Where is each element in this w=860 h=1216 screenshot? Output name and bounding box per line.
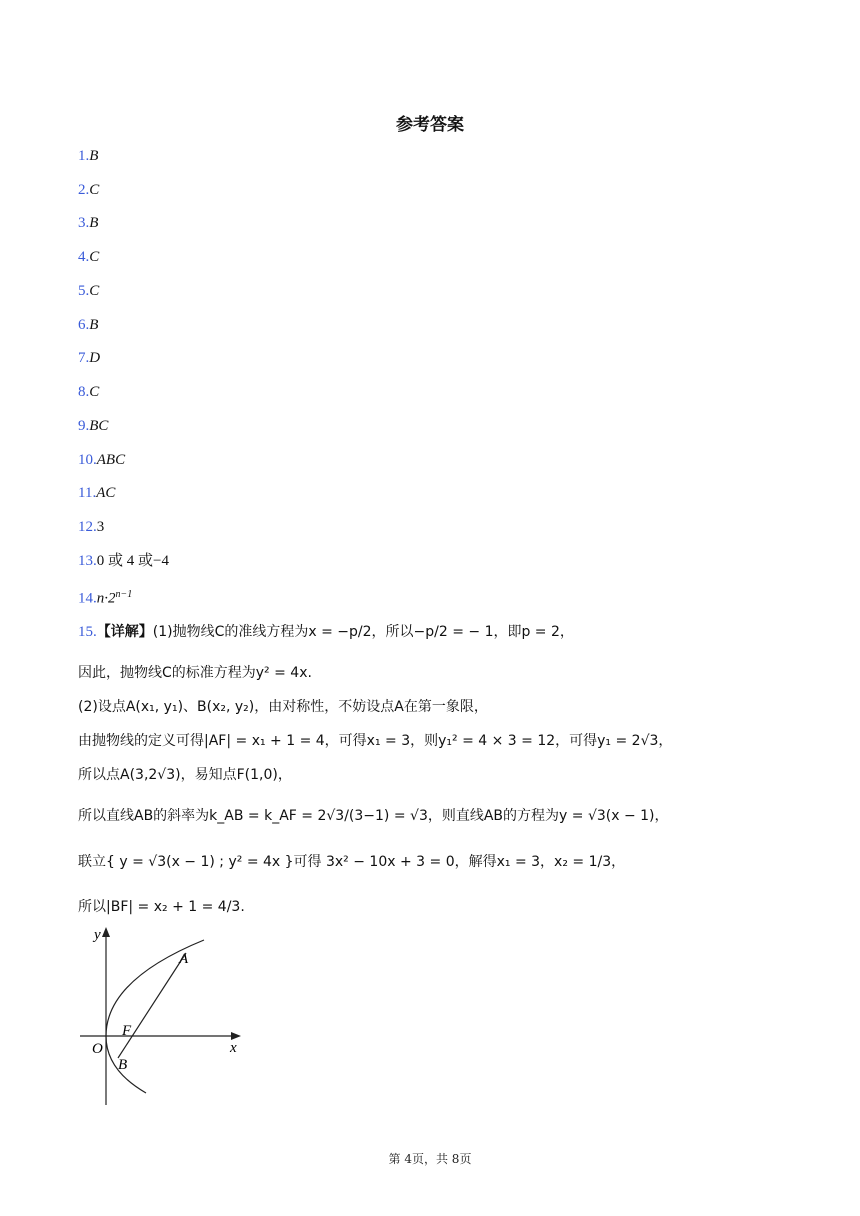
answer-item <box>78 450 125 470</box>
solution-line: 所以直线AB的斜率为k_AB = k_AF = 2√3/(3−1) = √3，则直线AB的方程为y = √3(x − 1)， <box>78 808 669 824</box>
answer-value: 0 或 4 或−4 <box>96 553 169 569</box>
answer-value: B <box>89 148 99 164</box>
solution-line: (2)设点A(x₁, y₁)、B(x₂, y₂)，由对称性，不妨设点A在第一象限， <box>78 699 488 715</box>
answer-number: 7. <box>78 350 90 366</box>
answer-item <box>78 517 104 537</box>
answer-value: B <box>89 317 99 333</box>
page-footer: 第 4页，共 8页 <box>388 1152 472 1166</box>
answer-item <box>78 483 115 503</box>
answer-number: 5. <box>78 283 90 299</box>
answer-number: 8. <box>78 384 90 400</box>
solution-tag: 【详解】 <box>96 624 153 640</box>
y-axis-arrow <box>102 927 110 937</box>
solution-line <box>78 622 574 642</box>
answer-value: C <box>89 249 100 265</box>
answer-number: 1. <box>78 148 90 164</box>
y-label: y <box>94 927 101 943</box>
answer-value: B <box>89 215 99 231</box>
x-axis-arrow <box>231 1032 241 1040</box>
answer-number: 12. <box>78 519 97 535</box>
answer-value: n·2 <box>96 590 116 607</box>
answer-number: 4. <box>78 249 90 265</box>
solution-number: 15. <box>78 624 97 640</box>
answer-number: 2. <box>78 182 90 198</box>
answer-number: 11. <box>78 485 97 501</box>
parabola-figure <box>76 925 256 1114</box>
answer-item <box>78 315 98 335</box>
answer-exponent: n−1 <box>115 589 133 600</box>
answer-value: C <box>89 384 100 400</box>
answer-number: 13. <box>78 553 97 569</box>
answer-number: 10. <box>78 452 97 468</box>
solution-line: 所以|BF| = x₂ + 1 = 4/3. <box>78 899 245 915</box>
answer-item <box>78 180 99 200</box>
answer-item <box>78 213 98 233</box>
page-title: 参考答案 <box>396 115 464 135</box>
answer-item <box>78 416 108 436</box>
answer-item <box>78 281 99 301</box>
solution-line: 由抛物线的定义可得|AF| = x₁ + 1 = 4，可得x₁ = 3，则y₁² = 4 × 3 = 12，可得y₁ = 2√3， <box>78 733 673 749</box>
solution-line: 因此，抛物线C的标准方程为y² = 4x. <box>78 665 312 681</box>
answer-value: C <box>89 283 100 299</box>
point-a-label: A <box>179 951 189 967</box>
answer-item <box>78 585 132 609</box>
solution-line: 联立{ y = √3(x − 1) ; y² = 4x }可得 3x² − 10x + 3 = 0，解得x₁ = 3，x₂ = 1/3， <box>78 854 626 870</box>
answer-item <box>78 146 98 166</box>
origin-label: O <box>92 1041 103 1057</box>
parabola-diagram <box>76 925 256 1110</box>
answer-item <box>78 382 99 402</box>
answer-value: 3 <box>96 519 105 535</box>
answer-item <box>78 247 99 267</box>
answer-value: BC <box>89 418 109 434</box>
answer-item <box>78 348 100 368</box>
solution-text: (1)抛物线C的准线方程为x = −p/2，所以−p/2 = − 1，即p = 2， <box>152 624 574 640</box>
answer-number: 9. <box>78 418 90 434</box>
line-ab <box>118 953 186 1058</box>
point-b-label: B <box>118 1057 128 1073</box>
answer-number: 3. <box>78 215 90 231</box>
answer-value: AC <box>96 485 116 501</box>
answer-number: 6. <box>78 317 90 333</box>
answer-value: D <box>89 350 101 366</box>
solution-line: 所以点A(3,2√3)，易知点F(1,0)， <box>78 767 292 783</box>
answer-item <box>78 551 169 571</box>
answer-number: 14. <box>78 590 97 607</box>
x-label: x <box>230 1040 237 1056</box>
point-f-label: F <box>122 1023 132 1039</box>
answer-value: ABC <box>96 452 126 468</box>
answer-value: C <box>89 182 100 198</box>
